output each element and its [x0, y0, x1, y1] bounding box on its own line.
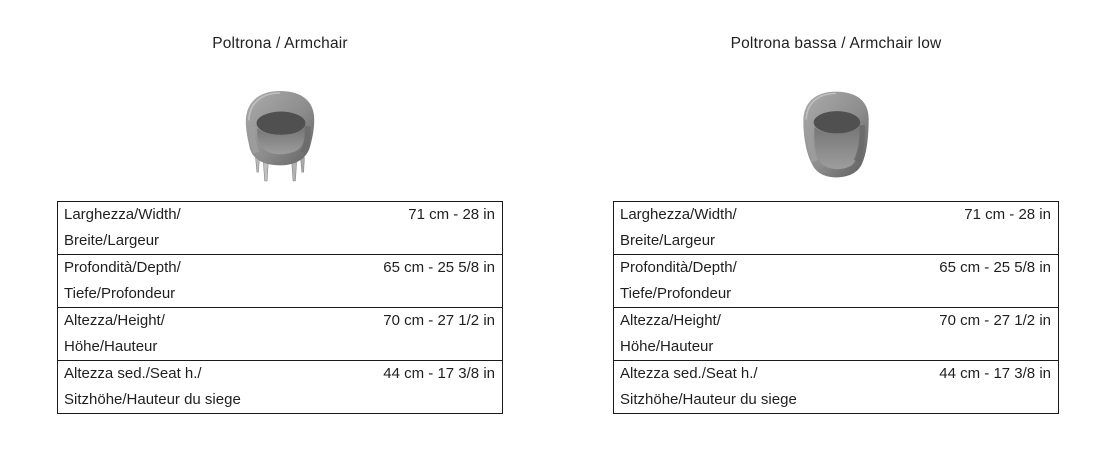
spec-label-line2: Breite/Largeur [64, 232, 160, 249]
spec-label-line1: Larghezza/Width/ [64, 206, 181, 223]
spec-value: 70 cm - 27 1/2 in [939, 312, 1051, 329]
spec-value: 70 cm - 27 1/2 in [383, 312, 495, 329]
product-armchair [57, 0, 503, 414]
spec-label-line1: Profondità/Depth/ [64, 259, 181, 276]
table-row-seat-height [614, 361, 1059, 414]
spec-value: 71 cm - 28 in [964, 206, 1051, 223]
spec-label-line1: Larghezza/Width/ [620, 206, 737, 223]
spec-value: 65 cm - 25 5/8 in [383, 259, 495, 276]
product-title: Poltrona / Armchair [212, 35, 348, 52]
spec-value: 44 cm - 17 3/8 in [383, 365, 495, 382]
spec-label-line2: Breite/Largeur [620, 232, 716, 249]
table-row-height [58, 308, 503, 361]
spec-label-line2: Höhe/Hauteur [64, 338, 158, 355]
spec-value: 44 cm - 17 3/8 in [939, 365, 1051, 382]
spec-label-line1: Altezza/Height/ [64, 312, 165, 329]
spec-label-line1: Altezza sed./Seat h./ [64, 365, 202, 382]
spec-label-line2: Sitzhöhe/Hauteur du siege [64, 391, 241, 408]
dimensions-table [57, 201, 503, 414]
table-row-height [614, 308, 1059, 361]
spec-label-line1: Altezza/Height/ [620, 312, 721, 329]
dimensions-table [613, 201, 1059, 414]
spec-label-line1: Profondità/Depth/ [620, 259, 737, 276]
table-row-depth [58, 255, 503, 308]
spec-label-line1: Altezza sed./Seat h./ [620, 365, 758, 382]
armchair-with-legs-image [236, 87, 324, 185]
product-title: Poltrona bassa / Armchair low [730, 35, 942, 52]
spec-label-line2: Tiefe/Profondeur [64, 285, 176, 302]
table-row-width [614, 202, 1059, 255]
table-row-width [58, 202, 503, 255]
spec-label-line2: Tiefe/Profondeur [620, 285, 732, 302]
spec-value: 65 cm - 25 5/8 in [939, 259, 1051, 276]
table-row-seat-height [58, 361, 503, 414]
table-row-depth [614, 255, 1059, 308]
spec-value: 71 cm - 28 in [408, 206, 495, 223]
spec-label-line2: Sitzhöhe/Hauteur du siege [620, 391, 797, 408]
product-armchair-low [613, 0, 1059, 414]
armchair-low-no-legs-image [794, 87, 878, 185]
spec-label-line2: Höhe/Hauteur [620, 338, 714, 355]
